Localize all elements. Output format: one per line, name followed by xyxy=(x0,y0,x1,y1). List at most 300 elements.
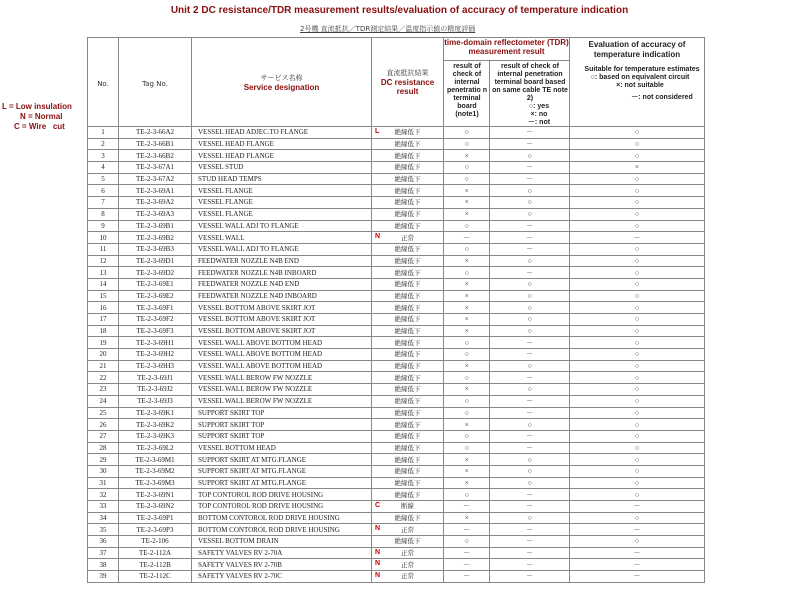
row-flag: N xyxy=(375,560,381,568)
row-tdr-check1: × xyxy=(444,477,490,489)
row-service: TOP CONTOROL ROD DRIVE HOUSING xyxy=(192,489,372,501)
row-evaluation: ○ xyxy=(570,512,705,524)
row-dc-result xyxy=(372,150,444,162)
row-tdr-check1: × xyxy=(444,512,490,524)
row-service: SUPPORT SKIRT TOP xyxy=(192,419,372,431)
table-row xyxy=(88,395,705,407)
row-evaluation: ○ xyxy=(570,197,705,209)
row-dc-result xyxy=(372,127,444,139)
row-dc-text: 絶縁低下 xyxy=(394,467,421,476)
row-dc-result xyxy=(372,243,444,255)
row-dc-text: 絶縁低下 xyxy=(394,478,421,487)
row-tag: TE-2-112A xyxy=(119,547,192,559)
row-dc-text: 正常 xyxy=(401,549,414,558)
row-tdr-check2: ○ xyxy=(490,302,570,314)
row-evaluation: ○ xyxy=(570,384,705,396)
row-tag: TE-2-3-69M3 xyxy=(119,477,192,489)
row-dc-text: 正常 xyxy=(401,233,414,242)
row-number: 26 xyxy=(88,419,119,431)
row-dc-result xyxy=(372,162,444,174)
row-service: TOP CONTOROL ROD DRIVE HOUSING xyxy=(192,501,372,513)
header-no: No. xyxy=(88,38,119,127)
row-dc-result xyxy=(372,360,444,372)
row-tdr-check2: ○ xyxy=(490,465,570,477)
row-evaluation: ○ xyxy=(570,255,705,267)
header-tdr-sub1: result of check of internal penetratio n terminal board (note1) xyxy=(444,61,490,126)
row-evaluation: ○ xyxy=(570,477,705,489)
row-tdr-check1: × xyxy=(444,150,490,162)
row-dc-result xyxy=(372,208,444,220)
row-evaluation: － xyxy=(570,524,705,536)
row-service: VESSEL BOTTOM ABOVE SKIRT JOT xyxy=(192,325,372,337)
row-tag: TE-2-3-69F2 xyxy=(119,314,192,326)
row-service: BOTTOM CONTOROL ROD DRIVE HOUSING xyxy=(192,512,372,524)
row-tdr-check1: ○ xyxy=(444,489,490,501)
row-dc-result xyxy=(372,536,444,548)
header-tdr: time-domain reflectometer (TDR) measurement result result of check of internal penetratio n terminal board (note1) result of check of internal penetration terminal board based on same cable TE note 2) ○: yes ×: no －: not xyxy=(444,38,569,126)
row-dc-result xyxy=(372,524,444,536)
row-service: VESSEL WALL BEROW FW NOZZLE xyxy=(192,395,372,407)
table-row xyxy=(88,150,705,162)
row-evaluation: ○ xyxy=(570,442,705,454)
row-service: VESSEL HEAD FLANGE xyxy=(192,138,372,150)
row-tdr-check2: － xyxy=(490,173,570,185)
row-dc-result xyxy=(372,547,444,559)
row-dc-text: 絶縁低下 xyxy=(394,163,421,172)
row-tdr-check1: － xyxy=(444,571,490,583)
row-tdr-check1: ○ xyxy=(444,349,490,361)
row-service: SAFETY VALVES RV 2-70C xyxy=(192,571,372,583)
row-dc-text: 絶縁低下 xyxy=(394,268,421,277)
row-dc-result xyxy=(372,430,444,442)
row-tdr-check2: － xyxy=(490,337,570,349)
row-tdr-check1: ○ xyxy=(444,395,490,407)
table-row xyxy=(88,162,705,174)
row-service: VESSEL FLANGE xyxy=(192,197,372,209)
row-tdr-check1: × xyxy=(444,325,490,337)
row-evaluation: ○ xyxy=(570,430,705,442)
row-dc-text: 絶縁低下 xyxy=(394,291,421,300)
row-evaluation: ○ xyxy=(570,290,705,302)
table-row xyxy=(88,536,705,548)
legend-low: L = Low insulation xyxy=(2,102,72,111)
row-dc-text: 絶縁低下 xyxy=(394,432,421,441)
row-number: 30 xyxy=(88,465,119,477)
row-dc-text: 絶縁低下 xyxy=(394,280,421,289)
row-tag: TE-2-3-69D2 xyxy=(119,267,192,279)
legend-cut: C = Wire cut xyxy=(14,122,65,131)
row-tdr-check1: × xyxy=(444,314,490,326)
row-number: 11 xyxy=(88,243,119,255)
row-dc-text: 絶縁低下 xyxy=(394,151,421,160)
row-number: 37 xyxy=(88,547,119,559)
row-dc-result xyxy=(372,501,444,513)
row-number: 4 xyxy=(88,162,119,174)
row-tag: TE-2-3-66A2 xyxy=(119,127,192,139)
row-tag: TE-2-3-69K3 xyxy=(119,430,192,442)
row-dc-text: 絶縁低下 xyxy=(394,256,421,265)
row-number: 27 xyxy=(88,430,119,442)
row-tag: TE-2-3-69B3 xyxy=(119,243,192,255)
row-dc-text: 絶縁低下 xyxy=(394,408,421,417)
table-row xyxy=(88,524,705,536)
row-evaluation: ○ xyxy=(570,173,705,185)
header-eval: Evaluation of accuracy of temperature indication Suitable for temperature estimates ○: based on equivalent circuit ×: not suitable －: not considered xyxy=(570,38,705,127)
row-tdr-check1: × xyxy=(444,360,490,372)
row-evaluation: ○ xyxy=(570,349,705,361)
row-flag: C xyxy=(375,502,381,509)
table-row xyxy=(88,325,705,337)
row-tdr-check2: － xyxy=(490,127,570,139)
row-evaluation: ○ xyxy=(570,127,705,139)
row-tag: TE-2-3-69H3 xyxy=(119,360,192,372)
row-service: VESSEL WALL BEROW FW NOZZLE xyxy=(192,372,372,384)
row-tdr-check1: × xyxy=(444,302,490,314)
row-service: VESSEL BOTTOM ABOVE SKIRT JOT xyxy=(192,314,372,326)
row-dc-text: 絶縁低下 xyxy=(394,397,421,406)
row-tdr-check2: － xyxy=(490,267,570,279)
row-tag: TE-2-3-69D1 xyxy=(119,255,192,267)
row-tdr-check1: ○ xyxy=(444,243,490,255)
row-flag: N xyxy=(375,525,381,533)
table-body xyxy=(88,127,705,583)
row-tag: TE-2-3-69F3 xyxy=(119,325,192,337)
row-evaluation: ○ xyxy=(570,220,705,232)
row-tag: TE-2-3-69N2 xyxy=(119,501,192,513)
row-dc-result xyxy=(372,489,444,501)
row-number: 29 xyxy=(88,454,119,466)
row-tdr-check1: ○ xyxy=(444,127,490,139)
row-dc-result xyxy=(372,267,444,279)
row-tdr-check2: － xyxy=(490,395,570,407)
row-dc-result xyxy=(372,302,444,314)
row-tag: TE-2-3-66B2 xyxy=(119,150,192,162)
row-dc-text: 絶縁低下 xyxy=(394,385,421,394)
header-dc: 直流抵抗結果 DC resistance result xyxy=(372,38,444,127)
table-row xyxy=(88,232,705,244)
row-tag: TE-2-3-69N1 xyxy=(119,489,192,501)
row-evaluation: ○ xyxy=(570,465,705,477)
row-tag: TE-2-3-69M2 xyxy=(119,465,192,477)
row-tdr-check2: ○ xyxy=(490,278,570,290)
row-tag: TE-2-3-67A1 xyxy=(119,162,192,174)
row-tag: TE-2-3-69K2 xyxy=(119,419,192,431)
row-evaluation: ○ xyxy=(570,337,705,349)
row-dc-result xyxy=(372,559,444,571)
row-tdr-check2: － xyxy=(490,571,570,583)
row-tdr-check1: － xyxy=(444,524,490,536)
row-tag: TE-2-3-69K1 xyxy=(119,407,192,419)
row-tag: TE-2-3-69A3 xyxy=(119,208,192,220)
row-number: 8 xyxy=(88,208,119,220)
row-flag: L xyxy=(375,128,380,135)
row-tag: TE-2-112B xyxy=(119,559,192,571)
table-row xyxy=(88,173,705,185)
row-dc-result xyxy=(372,349,444,361)
row-number: 31 xyxy=(88,477,119,489)
row-service: VESSEL WALL ABOVE BOTTOM HEAD xyxy=(192,337,372,349)
row-dc-text: 絶縁低下 xyxy=(394,362,421,371)
row-number: 14 xyxy=(88,278,119,290)
row-dc-result xyxy=(372,220,444,232)
table-row xyxy=(88,349,705,361)
row-evaluation: ○ xyxy=(570,419,705,431)
row-service: VESSEL BOTTOM HEAD xyxy=(192,442,372,454)
row-tag: TE-2-3-69B2 xyxy=(119,232,192,244)
row-tag: TE-2-3-69L2 xyxy=(119,442,192,454)
table-row xyxy=(88,442,705,454)
row-dc-result xyxy=(372,442,444,454)
row-dc-result xyxy=(372,571,444,583)
row-flag: N xyxy=(375,548,381,556)
row-service: SUPPORT SKIRT TOP xyxy=(192,430,372,442)
row-dc-text: 絶縁低下 xyxy=(394,443,421,452)
row-tdr-check2: － xyxy=(490,243,570,255)
row-service: VESSEL WALL ADJ TO FLANGE xyxy=(192,220,372,232)
row-dc-text: 絶縁低下 xyxy=(394,373,421,382)
table-header-row xyxy=(88,38,705,127)
table-row xyxy=(88,197,705,209)
row-tdr-check1: × xyxy=(444,208,490,220)
row-evaluation: ○ xyxy=(570,360,705,372)
row-number: 10 xyxy=(88,232,119,244)
flag-legend xyxy=(2,102,72,132)
row-tdr-check1: ○ xyxy=(444,220,490,232)
row-tdr-check1: ○ xyxy=(444,138,490,150)
row-service: VESSEL BOTTOM DRAIN xyxy=(192,536,372,548)
row-tag: TE-2-3-69H1 xyxy=(119,337,192,349)
row-number: 7 xyxy=(88,197,119,209)
row-tag: TE-2-3-69F1 xyxy=(119,302,192,314)
row-number: 34 xyxy=(88,512,119,524)
row-number: 23 xyxy=(88,384,119,396)
table-row xyxy=(88,360,705,372)
row-dc-text: 絶縁低下 xyxy=(394,175,421,184)
row-dc-text: 絶縁低下 xyxy=(394,221,421,230)
row-number: 6 xyxy=(88,185,119,197)
row-tag: TE-2-106 xyxy=(119,536,192,548)
row-evaluation: ○ xyxy=(570,536,705,548)
row-tag: TE-2-3-69A2 xyxy=(119,197,192,209)
row-service: VESSEL WALL BEROW FW NOZZLE xyxy=(192,384,372,396)
row-tdr-check1: － xyxy=(444,559,490,571)
row-tdr-check1: － xyxy=(444,232,490,244)
row-tdr-check1: ○ xyxy=(444,442,490,454)
table-row xyxy=(88,290,705,302)
row-evaluation: ○ xyxy=(570,278,705,290)
table-row xyxy=(88,465,705,477)
row-tdr-check2: － xyxy=(490,442,570,454)
row-evaluation: ○ xyxy=(570,267,705,279)
row-dc-result xyxy=(372,372,444,384)
table-row xyxy=(88,430,705,442)
row-number: 24 xyxy=(88,395,119,407)
row-dc-text: 絶縁低下 xyxy=(394,315,421,324)
table-row xyxy=(88,127,705,139)
row-tdr-check1: × xyxy=(444,185,490,197)
row-service: VESSEL HEAD FLANGE xyxy=(192,150,372,162)
row-dc-text: 正常 xyxy=(401,572,414,581)
row-number: 9 xyxy=(88,220,119,232)
row-service: VESSEL STUD xyxy=(192,162,372,174)
row-service: FEEDWATER NOZZLE N4D INBOARD xyxy=(192,290,372,302)
row-tdr-check1: ○ xyxy=(444,173,490,185)
row-service: BOTTOM CONTOROL ROD DRIVE HOUSING xyxy=(192,524,372,536)
row-number: 5 xyxy=(88,173,119,185)
row-dc-result xyxy=(372,337,444,349)
row-number: 21 xyxy=(88,360,119,372)
row-dc-result xyxy=(372,255,444,267)
row-tag: TE-2-3-66B1 xyxy=(119,138,192,150)
row-tdr-check2: － xyxy=(490,138,570,150)
table-row xyxy=(88,501,705,513)
row-evaluation: － xyxy=(570,547,705,559)
row-number: 35 xyxy=(88,524,119,536)
row-tag: TE-2-3-69E2 xyxy=(119,290,192,302)
row-tdr-check2: － xyxy=(490,372,570,384)
table-row xyxy=(88,512,705,524)
row-evaluation: ○ xyxy=(570,314,705,326)
row-dc-text: 絶縁低下 xyxy=(394,514,421,523)
row-service: SUPPORT SKIRT AT MTG.FLANGE xyxy=(192,477,372,489)
row-tdr-check2: ○ xyxy=(490,477,570,489)
row-service: VESSEL WALL ABOVE BOTTOM HEAD xyxy=(192,349,372,361)
table-row xyxy=(88,138,705,150)
row-evaluation: － xyxy=(570,559,705,571)
row-tdr-check2: － xyxy=(490,407,570,419)
row-service: VESSEL WALL xyxy=(192,232,372,244)
row-number: 3 xyxy=(88,150,119,162)
row-number: 15 xyxy=(88,290,119,302)
row-tdr-check1: × xyxy=(444,197,490,209)
row-service: FEEDWATER NOZZLE N4B END xyxy=(192,255,372,267)
row-dc-text: 絶縁低下 xyxy=(394,128,421,137)
row-tdr-check1: ○ xyxy=(444,407,490,419)
row-dc-text: 絶縁低下 xyxy=(394,420,421,429)
row-evaluation: ○ xyxy=(570,208,705,220)
row-tdr-check1: × xyxy=(444,255,490,267)
row-tdr-check1: × xyxy=(444,465,490,477)
header-service: サービス名称 Service designation xyxy=(192,38,372,127)
table-row xyxy=(88,302,705,314)
row-service: VESSEL FLANGE xyxy=(192,185,372,197)
row-tdr-check2: － xyxy=(490,162,570,174)
row-number: 33 xyxy=(88,501,119,513)
row-dc-result xyxy=(372,384,444,396)
row-service: SUPPORT SKIRT AT MTG.FLANGE xyxy=(192,465,372,477)
table-row xyxy=(88,547,705,559)
row-tdr-check1: ○ xyxy=(444,536,490,548)
row-service: VESSEL WALL ADJ TO FLANGE xyxy=(192,243,372,255)
row-number: 36 xyxy=(88,536,119,548)
row-dc-text: 絶縁低下 xyxy=(394,198,421,207)
row-evaluation: ○ xyxy=(570,372,705,384)
row-tdr-check2: ○ xyxy=(490,384,570,396)
row-tdr-check2: － xyxy=(490,501,570,513)
row-evaluation: ○ xyxy=(570,454,705,466)
row-dc-text: 絶縁低下 xyxy=(394,186,421,195)
row-dc-result xyxy=(372,419,444,431)
row-service: FEEDWATER NOZZLE N4B INBOARD xyxy=(192,267,372,279)
row-tag: TE-2-3-69J3 xyxy=(119,395,192,407)
row-dc-text: 絶縁低下 xyxy=(394,210,421,219)
row-evaluation: ○ xyxy=(570,325,705,337)
row-tag: TE-2-3-69B1 xyxy=(119,220,192,232)
row-tdr-check2: ○ xyxy=(490,314,570,326)
row-dc-result xyxy=(372,185,444,197)
row-tdr-check2: － xyxy=(490,559,570,571)
row-dc-text: 絶縁低下 xyxy=(394,303,421,312)
table-row xyxy=(88,243,705,255)
row-tdr-check2: － xyxy=(490,489,570,501)
row-tdr-check1: × xyxy=(444,419,490,431)
row-tdr-check2: ○ xyxy=(490,360,570,372)
row-dc-text: 絶縁低下 xyxy=(394,140,421,149)
table-row xyxy=(88,220,705,232)
row-dc-result xyxy=(372,465,444,477)
row-number: 22 xyxy=(88,372,119,384)
row-tdr-check2: － xyxy=(490,547,570,559)
row-evaluation: ○ xyxy=(570,407,705,419)
row-tdr-check2: ○ xyxy=(490,454,570,466)
row-number: 18 xyxy=(88,325,119,337)
row-number: 20 xyxy=(88,349,119,361)
row-evaluation: － xyxy=(570,571,705,583)
row-service: SAFETY VALVES RV 2-70B xyxy=(192,559,372,571)
row-tag: TE-2-112C xyxy=(119,571,192,583)
row-dc-text: 絶縁低下 xyxy=(394,490,421,499)
row-evaluation: ○ xyxy=(570,185,705,197)
table-row xyxy=(88,255,705,267)
row-evaluation: × xyxy=(570,162,705,174)
row-tag: TE-2-3-69H2 xyxy=(119,349,192,361)
row-tdr-check2: － xyxy=(490,524,570,536)
row-dc-text: 断線 xyxy=(401,502,414,511)
row-dc-result xyxy=(372,395,444,407)
row-tdr-check1: － xyxy=(444,547,490,559)
row-tdr-check2: ○ xyxy=(490,255,570,267)
table-row xyxy=(88,314,705,326)
row-dc-result xyxy=(372,454,444,466)
row-tdr-check2: － xyxy=(490,220,570,232)
row-evaluation: ○ xyxy=(570,138,705,150)
table-row xyxy=(88,419,705,431)
row-tag: TE-2-3-69M1 xyxy=(119,454,192,466)
row-tag: TE-2-3-69J1 xyxy=(119,372,192,384)
row-number: 17 xyxy=(88,314,119,326)
row-tdr-check1: ○ xyxy=(444,162,490,174)
row-number: 28 xyxy=(88,442,119,454)
row-dc-result xyxy=(372,232,444,244)
row-number: 16 xyxy=(88,302,119,314)
row-tdr-check1: ○ xyxy=(444,430,490,442)
row-dc-text: 絶縁低下 xyxy=(394,455,421,464)
row-tdr-check1: ○ xyxy=(444,372,490,384)
row-tag: TE-2-3-67A2 xyxy=(119,173,192,185)
row-tdr-check2: － xyxy=(490,232,570,244)
row-tag: TE-2-3-69P3 xyxy=(119,524,192,536)
row-tdr-check2: － xyxy=(490,536,570,548)
row-tdr-check1: ○ xyxy=(444,267,490,279)
row-tag: TE-2-3-69P1 xyxy=(119,512,192,524)
row-number: 13 xyxy=(88,267,119,279)
row-number: 12 xyxy=(88,255,119,267)
row-evaluation: ○ xyxy=(570,150,705,162)
row-service: SUPPORT SKIRT TOP xyxy=(192,407,372,419)
row-service: STUD HEAD TEMPS xyxy=(192,173,372,185)
row-tdr-check2: － xyxy=(490,430,570,442)
table-row xyxy=(88,477,705,489)
